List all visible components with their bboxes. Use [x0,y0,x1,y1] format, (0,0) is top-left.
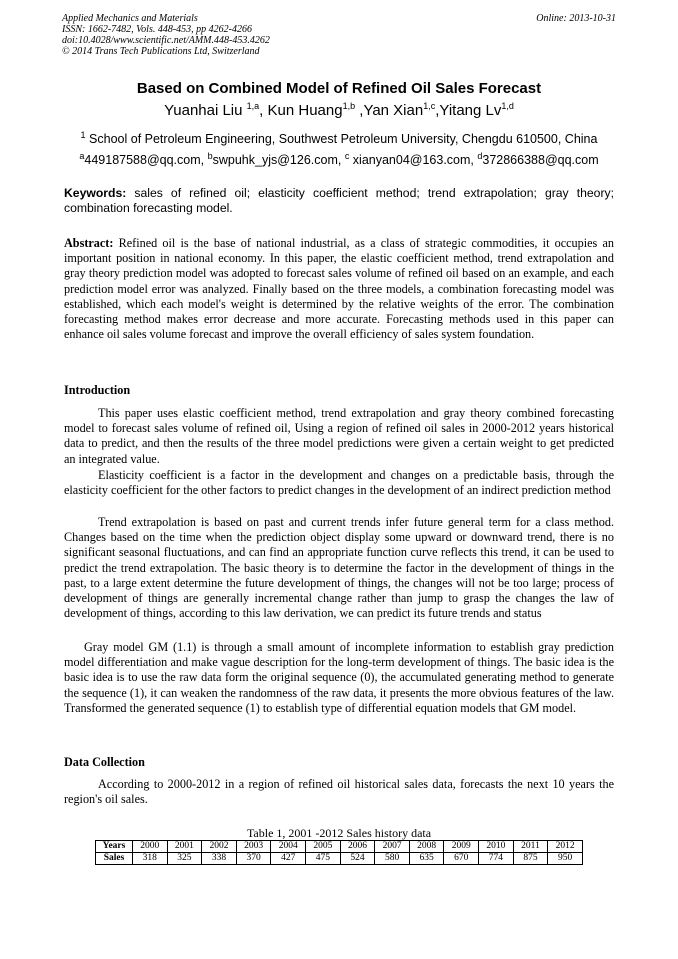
sales-cell: 338 [202,853,237,865]
year-cell: 2001 [167,841,202,853]
copyright-line: © 2014 Trans Tech Publications Ltd, Switzerland [62,46,260,57]
affiliation-text: School of Petroleum Engineering, Southwest Petroleum University, Chengdu 610500, China [89,132,598,147]
row-label: Sales [96,853,133,865]
email-list [0,151,678,167]
data-collection-heading: Data Collection [64,755,145,769]
journal-name: Applied Mechanics and Materials [62,13,198,24]
email-mark: c [344,151,350,161]
email-mark: b [207,151,213,161]
sales-cell: 318 [133,853,168,865]
sales-cell: 774 [479,853,514,865]
intro-paragraph-3: Trend extrapolation is based on past and current trends infer future general term for a class method. Changes based on the time when the prediction object display some upward or downward trend, there is no significant seasonal fluctuations, and can find an appropriate function curve reflects this trend, it can be used to predict the trend extrapolation. The basic theory is to determine the factor in the development of things in the past, to a large extent determine the future development of things, the changes will not be too large; process of development of things are generally incremental change rather than jump to grasp the changes the law of development of things, according to this law derivation, we can predict its future trends and status [64,515,614,621]
intro-paragraph-2: Elasticity coefficient is a factor in the development and changes on a predictable basis, through the elasticity coefficient for the other factors to predict changes in the development of an indirect prediction method [64,468,614,498]
sales-cell: 670 [444,853,479,865]
table-caption: Table 1, 2001 -2012 Sales history data [246,826,432,840]
author-name: Yan Xian [363,102,424,119]
sales-cell: 950 [548,853,583,865]
abstract-label: Abstract: [64,236,114,250]
abstract-block [64,236,614,342]
intro-paragraph-1: This paper uses elastic coefficient method, trend extrapolation and gray theory combined forecasting model to forecast sales volume of refined oil, Using a region of refined oil sales in 2000-2012 years historical data to predict, and then the results of the three model predictions were given a certain weight to get predicted an integrated value. [64,406,614,466]
email-link[interactable]: xianyan04@163.com, [349,153,478,168]
introduction-heading: Introduction [64,383,131,397]
year-cell: 2007 [375,841,410,853]
author-list [0,101,678,119]
email-mark: a [79,151,85,161]
author-name: Yitang Lv [439,102,502,119]
author-name: Yuanhai Liu [164,102,243,119]
table-row-years [96,841,583,853]
sales-history-table [95,840,583,865]
row-label: Years [96,841,133,853]
abstract-text: Refined oil is the base of national industrial, as a class of strategic commodities, it occupies an important position in national economy. In this paper, the elastic coefficient method, trend extrapolation and gray theory prediction model was adopted to forecast sales volume of refined oil based on an example, and each prediction model error was analyzed. Finally based on the three models, a combination forecasting model was established, which each model's weight is determined by the relative weights of the error. The combination forecasting method makes error decrease and more accurate. Forecasting methods used in this paper can enhance oil sales volume forecast and improve the overall efficiency of sales system foundation. [64,236,614,342]
year-cell: 2009 [444,841,479,853]
year-cell: 2010 [479,841,514,853]
sales-cell: 580 [375,853,410,865]
keywords-block [64,186,614,216]
running-header [62,13,616,57]
email-mark: d [477,151,483,161]
author-affil-mark: 1,d [501,101,514,111]
author-affil-mark: 1,a [246,101,260,111]
year-cell: 2012 [548,841,583,853]
sales-cell: 427 [271,853,306,865]
sales-cell: 875 [513,853,548,865]
year-cell: 2000 [133,841,168,853]
sales-cell: 475 [306,853,341,865]
year-cell: 2006 [340,841,375,853]
issn-line: ISSN: 1662-7482, Vols. 448-453, pp 4262-4266 [62,24,252,35]
email-link[interactable]: 449187588@qq.com, [84,153,208,168]
table-row-sales [96,853,583,865]
intro-paragraph-4: Gray model GM (1.1) is through a small amount of incomplete information to establish gray prediction model differentiation and make vague description for the long-term development of things. The basic idea is the basic idea is to use the raw data form the original sequence (0), the accumulated generating method to generate the sequence (1), it can weaken the randomness of the raw data, it presents the more obvious features of the law. Transformed the generated sequence (1) to establish type of differential equation models that GM model. [64,640,614,715]
year-cell: 2002 [202,841,237,853]
email-link[interactable]: swpuhk_yjs@126.com, [212,153,345,168]
data-collection-paragraph: According to 2000-2012 in a region of refined oil historical sales data, forecasts the next 10 years the region's oil sales. [64,777,614,807]
year-cell: 2005 [306,841,341,853]
affiliation [0,130,678,146]
keywords-label: Keywords: [64,186,127,200]
author-separator: , [259,102,268,119]
year-cell: 2004 [271,841,306,853]
sales-cell: 635 [409,853,444,865]
email-link[interactable]: 372866388@qq.com [482,153,599,168]
author-affil-mark: 1,c [423,101,436,111]
author-affil-mark: 1,b [342,101,356,111]
sales-cell: 370 [236,853,271,865]
sales-cell: 524 [340,853,375,865]
doi-line: doi:10.4028/www.scientific.net/AMM.448-453.4262 [62,35,270,46]
online-date: Online: 2013-10-31 [536,13,616,24]
author-separator: , [435,102,440,119]
sales-cell: 325 [167,853,202,865]
year-cell: 2003 [236,841,271,853]
year-cell: 2011 [513,841,548,853]
author-separator: , [355,102,364,119]
paper-title: Based on Combined Model of Refined Oil Sales Forecast [136,80,542,97]
affiliation-mark: 1 [80,130,86,140]
author-name: Kun Huang [267,102,343,119]
keywords-text: sales of refined oil; elasticity coefficient method; trend extrapolation; gray theory; combination forecasting model. [64,186,614,215]
year-cell: 2008 [409,841,444,853]
